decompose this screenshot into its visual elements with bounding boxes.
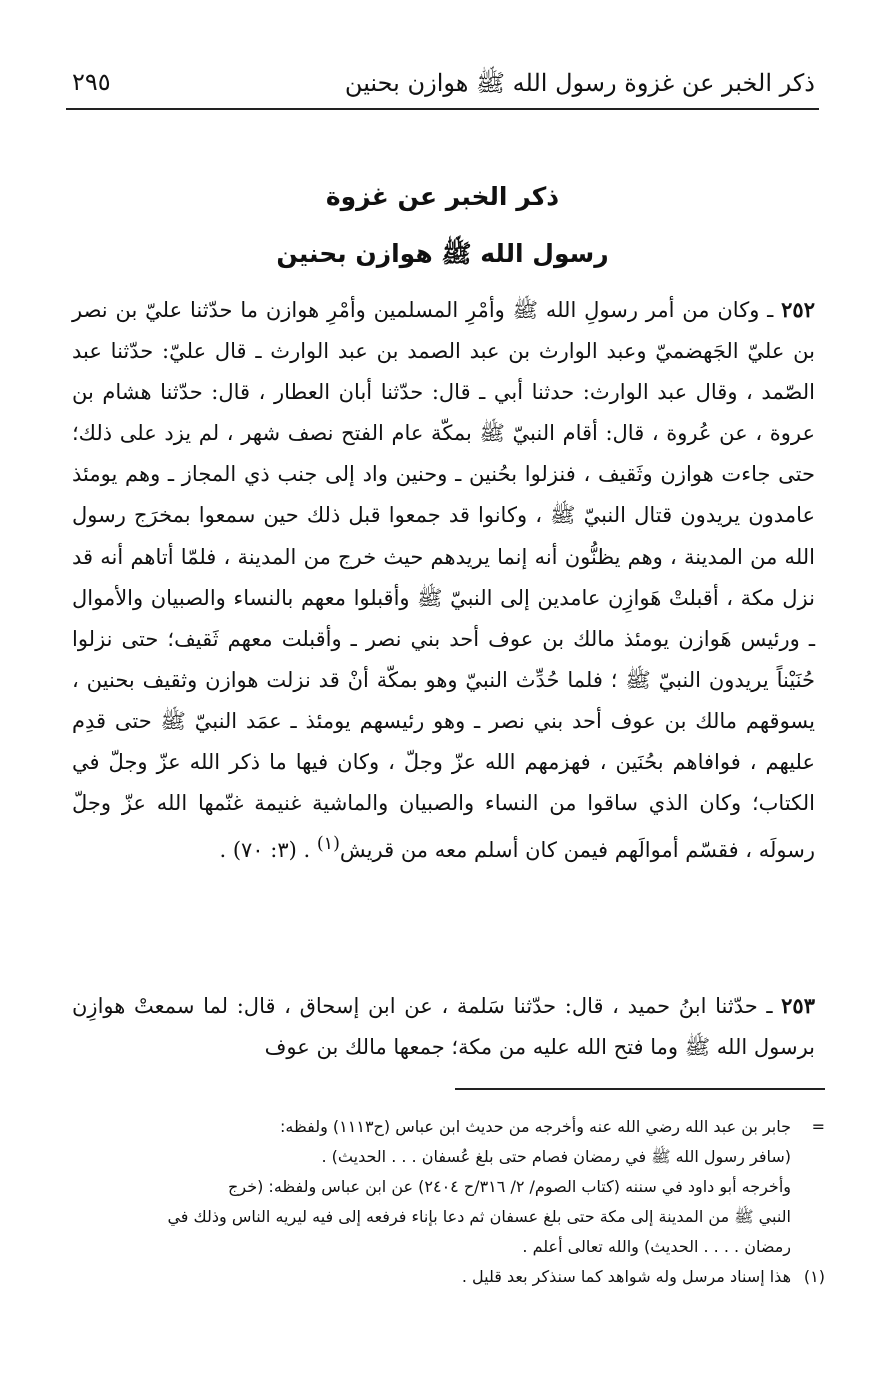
footnote-text: هذا إسناد مرسل وله شواهد كما سنذكر بعد قليل .	[461, 1267, 791, 1286]
paragraph-body: ـ حدّثنا ابنُ حميد ، قال: حدّثنا سَلمة ، عن ابن إسحاق ، قال: لما سمعتْ هوازِن برسول الله ﷺ وما فتح الله عليه من مكة؛ جمعها مالك بن عوف	[72, 994, 815, 1060]
running-header	[72, 66, 815, 106]
paragraph-number: ٢٥٢	[781, 297, 815, 322]
header-divider	[66, 108, 819, 110]
paragraph-252	[72, 289, 815, 871]
footnotes	[72, 1112, 825, 1292]
footnote-marker: (١)	[803, 1267, 825, 1286]
footnote-line: وأخرجه أبو داود في سننه (كتاب الصوم/ ٢/ ٣١٦/ح ٢٤٠٤) عن ابن عباس ولفظه: (خرج	[228, 1177, 791, 1196]
chapter-title-line-2: رسول الله ﷺ هوازن بحنين	[276, 239, 609, 268]
footnote-line: النبي ﷺ من المدينة إلى مكة حتى بلغ عسفان ثم دعا بإناء فرفعه إلى فيه ليريه الناس وذلك في	[167, 1207, 791, 1226]
page-number: ٢٩٥	[72, 68, 111, 96]
footnote-line: (سافر رسول الله ﷺ في رمضان فصام حتى بلغ عُسفان . . . الحديث) .	[321, 1147, 791, 1166]
paragraph-text	[72, 985, 815, 1068]
citation: . (٣: ٧٠) .	[219, 838, 317, 863]
chapter-title-line-1: ذكر الخبر عن غزوة	[325, 182, 560, 211]
running-title: ذكر الخبر عن غزوة رسول الله ﷺ هوازن بحنين	[344, 69, 815, 97]
continuation-mark: =	[811, 1117, 825, 1136]
footnote-divider	[455, 1088, 825, 1090]
paragraph-body: ـ وكان من أمر رسولِ الله ﷺ وأمْرِ المسلمين وأمْرِ هوازن ما حدّثنا عليّ بن نصر بن عليّ الجَهضميّ وعبد الوارث بن عبد الصمد بن عبد الوارث ـ قال عليّ: حدّثنا عبد الصّمد ، وقال عبد الوارث: حدثنا أبي ـ قال: حدّثنا أبان العطار ، قال: حدّثنا هشام بن عروة ، عن عُروة ، قال: أقام النبيّ ﷺ بمكّة عام الفتح نصف شهر ، لم يزد على ذلك؛ حتى جاءت هوازن وثَقيف ، فنزلوا بحُنين ـ وحنين واد إلى جنب ذي المجاز ـ وهم يومئذ عامدون يريدون قتال النبيّ ﷺ ، وكانوا قد جمعوا قبل ذلك حين سمعوا بمخرَج رسول الله من المدينة ، وهم يظنُّون أنه إنما يريدهم حيث خرج من المدينة ، فلمّا أتاهم أنه قد نزل مكة ، أقبلتْ هَوازِن عامدين إلى النبيّ ﷺ وأقبلوا معهم بالنساء والصبيان والأموال ـ ورئيس هَوازن يومئذ مالك بن عوف أحد بني نصر ـ وأقبلت معهم ثَقيف؛ حتى نزلوا حُنَيْناً يريدون النبيّ ﷺ ؛ فلما حُدِّث النبيّ وهو بمكّة أنْ قد نزلت هوازن وثقيف بحنين ، يسوقهم مالك بن عوف أحد بني نصر ـ وهو رئيسهم يومئذ ـ عمَد النبيّ ﷺ حتى قدِم عليهم ، فوافاهم بحُنَين ، فهزمهم الله عزّ وجلّ ، وكان فيها ما ذكر الله عزّ وجلّ في الكتاب؛ وكان الذي ساقوا من النساء والصبيان والماشية غنيمة غنّمها الله عزّ وجلّ رسولَه ، فقسّم أموالَهم فيمن كان أسلم معه من قريش	[72, 298, 815, 863]
footnote-line: جابر بن عبد الله رضي الله عنه وأخرجه من حديث ابن عباس (ح١١١٣) ولفظه:	[280, 1117, 791, 1136]
paragraph-number: ٢٥٣	[781, 993, 815, 1018]
footnote-1	[72, 1262, 825, 1292]
footnote-line: رمضان . . . . الحديث) والله تعالى أعلم .	[522, 1237, 791, 1256]
footnote-reference[interactable]: (١)	[316, 834, 340, 855]
paragraph-text	[72, 289, 815, 871]
footnote-continuation	[72, 1112, 825, 1262]
paragraph-253	[72, 985, 815, 1068]
